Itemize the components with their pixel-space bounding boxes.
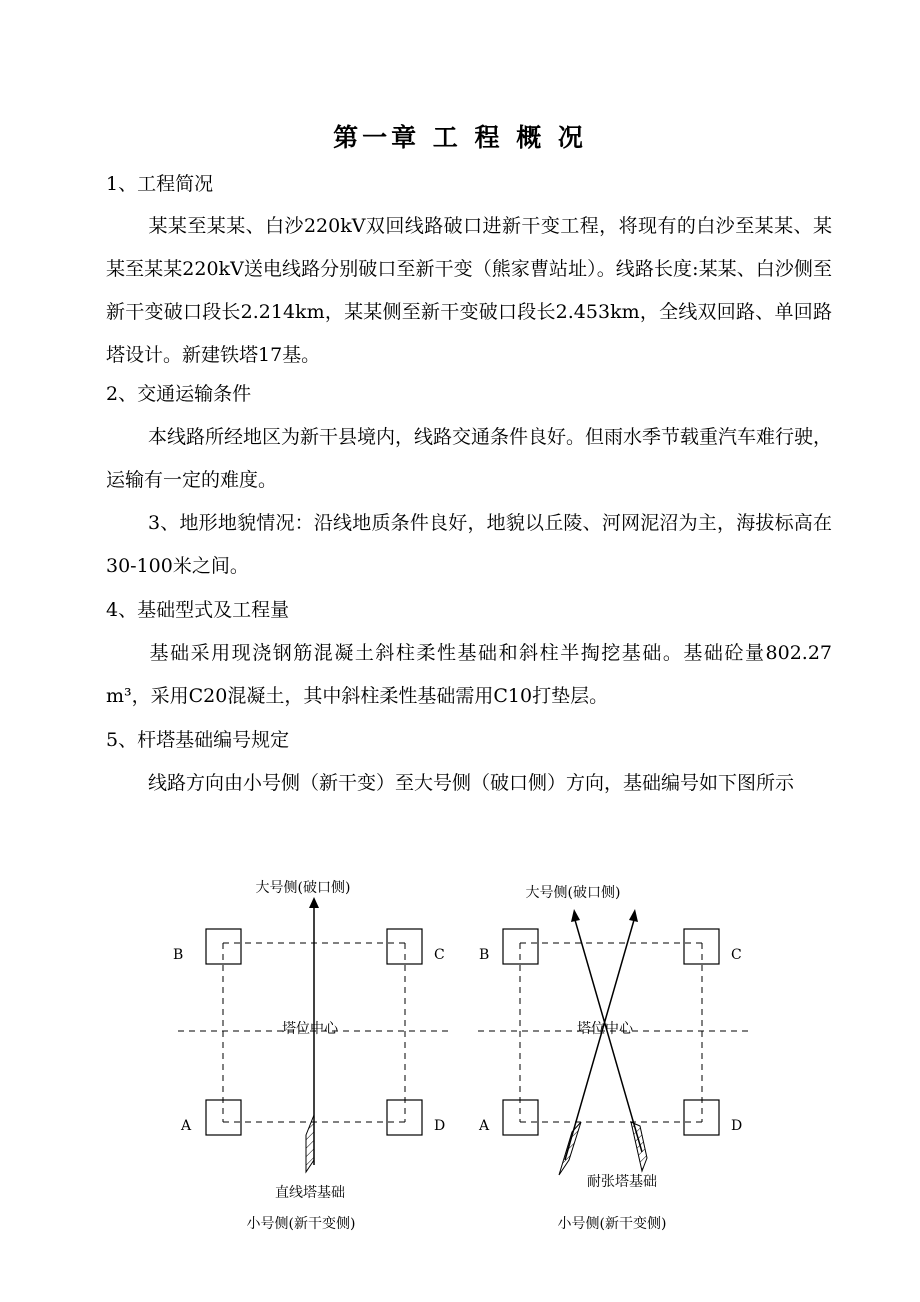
large-side-label: 大号侧(破口侧) (525, 885, 621, 901)
arrow-up-icon (571, 909, 580, 922)
corner-label-d: D (434, 1118, 446, 1134)
section-1-text: 某某至某某、白沙220kV双回线路破口进新干变工程，将现有的白沙至某某、某某至某某220kV送电线路分别破口至新干变（熊家曹站址）。线路长度:某某、白沙侧至新干变破口段长2.214km，某某侧至新干变破口段长2.453km，全线双回路、单回路塔设计。新建铁塔17基。 (106, 215, 832, 366)
arrow-up-icon (309, 897, 319, 908)
section-5-paragraph (106, 762, 832, 805)
section-3-text: 3、地形地貌情况：沿线地质条件良好，地貌以丘陵、河网泥沼为主，海拔标高在30-100米之间。 (106, 512, 832, 577)
foundation-square-a (503, 1100, 538, 1135)
small-side-label: 小号侧(新干变侧) (246, 1216, 356, 1232)
small-side-label: 小号侧(新干变侧) (557, 1216, 667, 1232)
section-3-paragraph (106, 502, 832, 588)
arrow-up-icon (629, 909, 638, 922)
feather-icon (631, 1122, 647, 1171)
corner-label-b: B (479, 947, 490, 963)
tension-tower-diagram (478, 884, 748, 1232)
corner-label-d: D (731, 1118, 743, 1134)
corner-label-a: A (181, 1118, 192, 1134)
section-5-text: 线路方向由小号侧（新干变）至大号侧（破口侧）方向，基础编号如下图所示 (148, 772, 795, 794)
foundation-numbering-diagram (0, 860, 920, 1260)
corner-label-b: B (173, 947, 184, 963)
feather-icon (559, 1122, 581, 1175)
foundation-square-d (684, 1100, 719, 1135)
section-5-heading: 5、杆塔基础编号规定 (106, 729, 290, 751)
tower-type-label: 耐张塔基础 (587, 1174, 657, 1190)
tower-center-label: 塔位中心 (577, 1021, 633, 1037)
feather-icon (306, 1115, 314, 1172)
chapter-title: 第一章 工 程 概 况 (333, 123, 587, 152)
corner-label-a: A (479, 1118, 490, 1134)
section-1-paragraph (106, 205, 832, 377)
section-2-text: 本线路所经地区为新干县境内，线路交通条件良好。但雨水季节载重汽车难行驶，运输有一定的难度。 (106, 426, 833, 491)
tower-type-label: 直线塔基础 (275, 1185, 345, 1201)
section-4-paragraph (106, 632, 832, 718)
foundation-square-a (206, 1100, 241, 1135)
large-side-label: 大号侧(破口侧) (255, 880, 351, 896)
line-direction-line (565, 920, 634, 1160)
straight-tower-diagram (173, 879, 448, 1232)
section-2-paragraph (106, 416, 832, 502)
corner-label-c: C (731, 947, 742, 963)
foundation-square-d (387, 1100, 422, 1135)
section-1-heading: 1、工程简况 (106, 173, 214, 195)
corner-label-c: C (434, 947, 445, 963)
section-4-text: 基础采用现浇钢筋混凝土斜柱柔性基础和斜柱半掏挖基础。基础砼量802.27 m³，采用C20混凝土，其中斜柱柔性基础需用C10打垫层。 (106, 642, 832, 707)
section-2-heading: 2、交通运输条件 (106, 383, 252, 405)
section-4-heading: 4、基础型式及工程量 (106, 599, 290, 621)
tower-center-label: 塔位中心 (282, 1021, 338, 1037)
